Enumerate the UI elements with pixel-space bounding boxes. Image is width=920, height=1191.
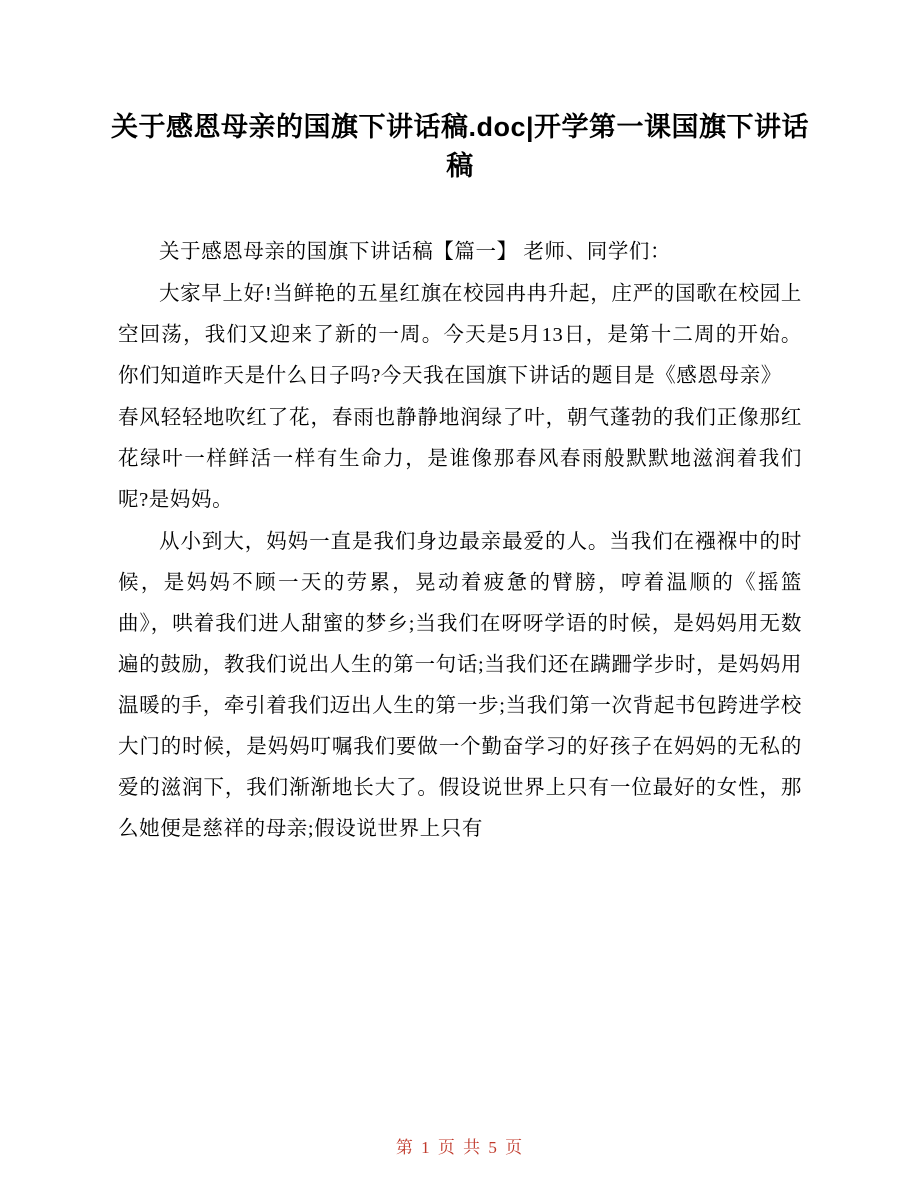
footer-middle: 页 共: [437, 1138, 483, 1157]
paragraph: 大家早上好!当鲜艳的五星红旗在校园冉冉升起，庄严的国歌在校园上空回荡，我们又迎来了新的一周。今天是5月13日，是第十二周的开始。你们知道昨天是什么日子吗?今天我在国旗下讲话的题目是《感恩母亲》: [118, 283, 802, 388]
paragraph: 从小到大，妈妈一直是我们身边最亲最爱的人。当我们在襁褓中的时候，是妈妈不顾一天的劳累，晃动着疲惫的臂膀，哼着温顺的《摇篮曲》，哄着我们进人甜蜜的梦乡;当我们在呀呀学语的时候，是妈妈用无数遍的鼓励，教我们说出人生的第一句话;当我们还在蹒跚学步时，是妈妈用温暖的手，牵引着我们迈出人生的第一步;当我们第一次背起书包跨进学校大门的时候，是妈妈叮嘱我们要做一个勤奋学习的好孩子在妈妈的无私的爱的滋润下，我们渐渐地长大了。假设说世界上只有一位最好的女性，那么她便是慈祥的母亲;假设说世界上只有: [118, 531, 802, 841]
page-footer: [0, 1133, 920, 1158]
document-body: [0, 232, 920, 850]
paragraph: 关于感恩母亲的国旗下讲话稿【篇一】 老师、同学们：: [159, 241, 672, 264]
footer-suffix: 页: [505, 1138, 525, 1157]
page-title: 关于感恩母亲的国旗下讲话稿.doc|开学第一课国旗下讲话稿: [110, 112, 810, 182]
paragraph: 春风轻轻地吹红了花，春雨也静静地润绿了叶，朝气蓬勃的我们正像那红花绿叶一样鲜活一样有生命力，是谁像那春风春雨般默默地滋润着我们呢?是妈妈。: [118, 407, 802, 512]
footer-current-page: 1: [421, 1138, 432, 1157]
footer-total-pages: 5: [488, 1138, 499, 1157]
footer-prefix: 第: [395, 1138, 415, 1157]
